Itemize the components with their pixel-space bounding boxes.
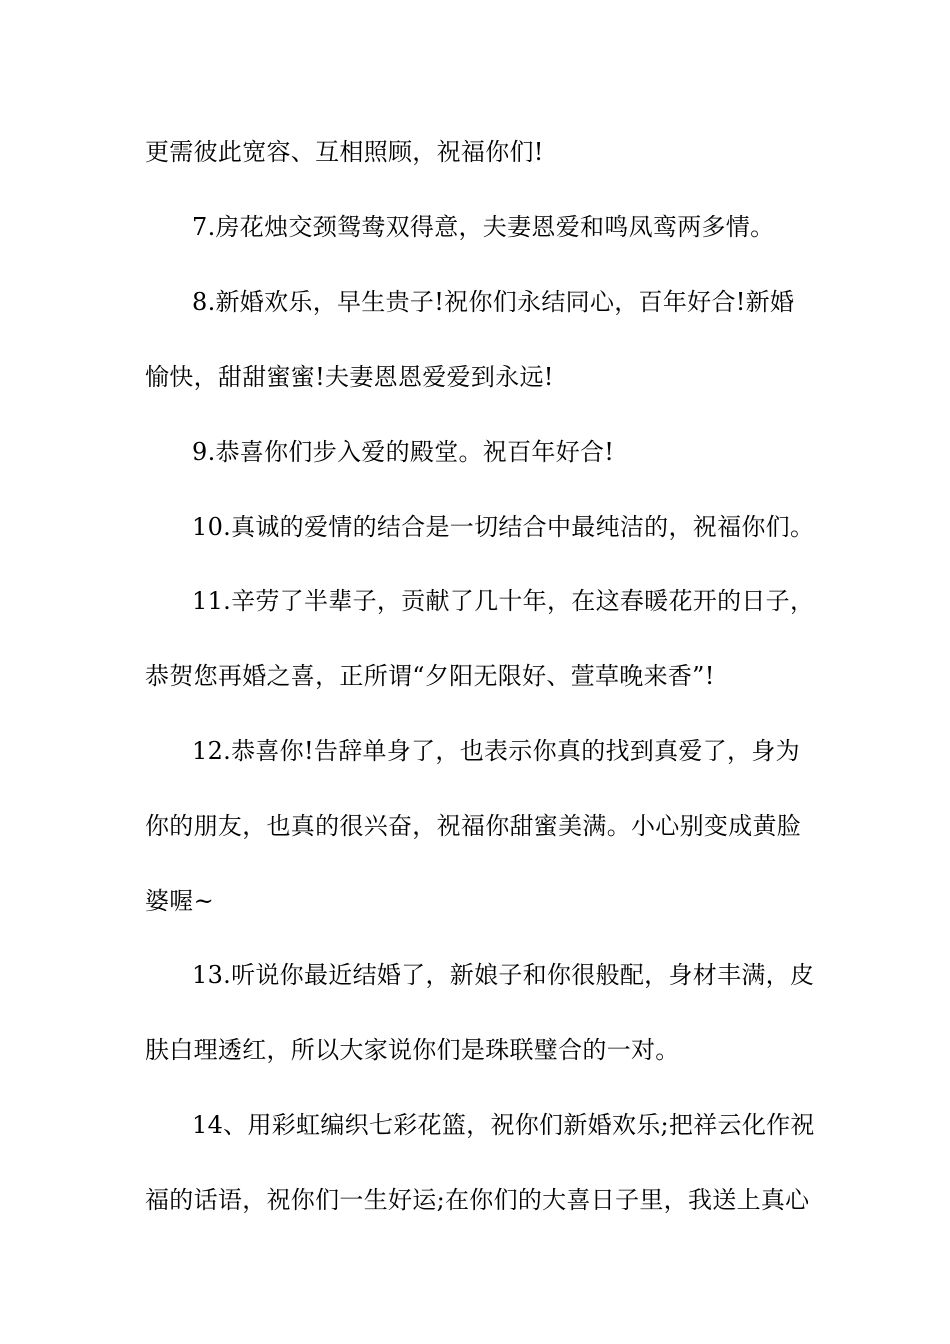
- text-line: 婆喔~: [145, 887, 215, 915]
- text-line: 8.新婚欢乐，早生贵子!祝你们永结同心，百年好合!新婚: [192, 288, 795, 316]
- text-line: 9.恭喜你们步入爱的殿堂。祝百年好合!: [192, 438, 615, 466]
- text-line: 福的话语，祝你们一生好运;在你们的大喜日子里，我送上真心: [145, 1186, 810, 1214]
- text-line: 愉快，甜甜蜜蜜!夫妻恩恩爱爱到永远!: [145, 363, 554, 391]
- text-line: 10.真诚的爱情的结合是一切结合中最纯洁的，祝福你们。: [192, 513, 815, 541]
- text-line: 你的朋友，也真的很兴奋，祝福你甜蜜美满。小心别变成黄脸: [145, 812, 802, 840]
- text-line: 14、用彩虹编织七彩花篮，祝你们新婚欢乐;把祥云化作祝: [192, 1111, 815, 1139]
- text-line: 12.恭喜你!告辞单身了，也表示你真的找到真爱了，身为: [192, 737, 800, 765]
- text-line: 11.辛劳了半辈子，贡献了几十年，在这春暖花开的日子，: [192, 587, 815, 615]
- text-line: 更需彼此宽容、互相照顾，祝福你们!: [145, 138, 544, 166]
- text-line: 恭贺您再婚之喜，正所谓“夕阳无限好、萱草晚来香”!: [145, 662, 715, 690]
- text-line: 7.房花烛交颈鸳鸯双得意，夫妻恩爱和鸣凤鸾两多情。: [192, 213, 775, 241]
- text-line: 肤白理透红，所以大家说你们是珠联璧合的一对。: [145, 1036, 680, 1064]
- text-line: 13.听说你最近结婚了，新娘子和你很般配，身材丰满，皮: [192, 961, 815, 989]
